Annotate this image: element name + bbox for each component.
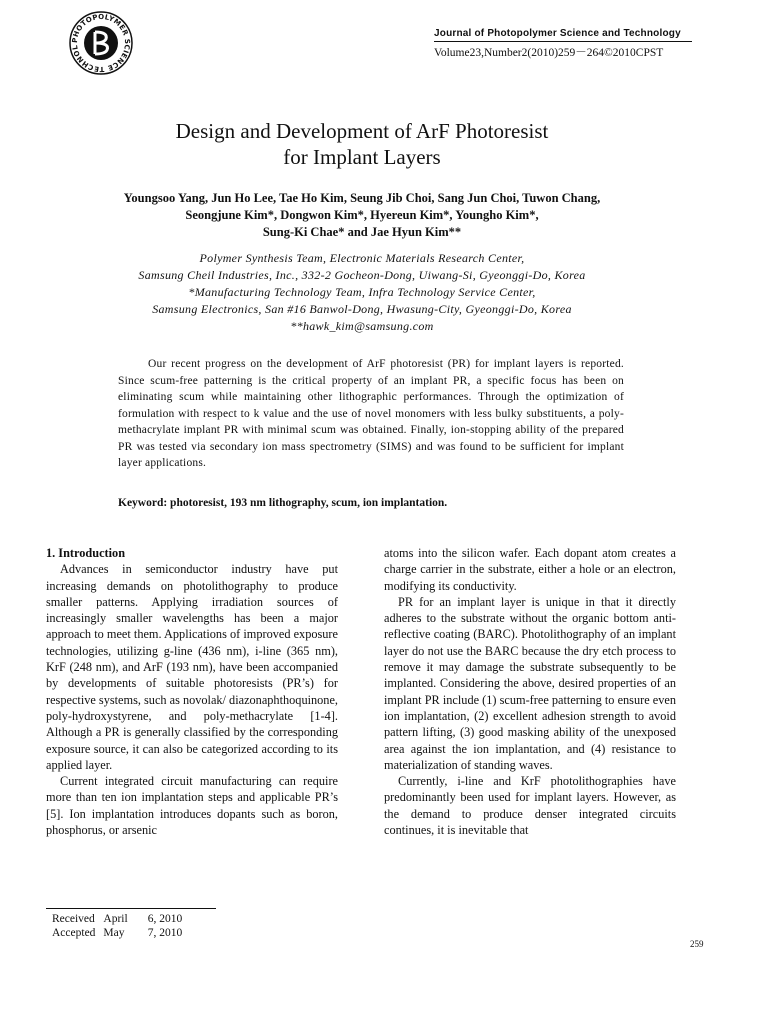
volume-info: Volume23,Number2(2010)259－264©2010CPST: [434, 47, 664, 59]
header-rule: [434, 41, 692, 42]
received-date: 6, 2010: [147, 913, 183, 925]
author-list: [40, 190, 684, 241]
received-accepted-dates: [52, 913, 190, 940]
abstract: [118, 356, 624, 472]
footnote-rule: [46, 908, 216, 909]
affiliation-line: Samsung Electronics, San #16 Banwol-Dong, Hwasung-City, Gyeonggi-Do, Korea: [152, 302, 572, 316]
author-line: Sung-Ki Chae* and Jae Hyun Kim**: [262, 225, 462, 239]
left-column: [46, 545, 338, 838]
paper-title: [60, 118, 664, 170]
body-paragraph: Advances in semiconductor industry have put increasing demands on photolithography to produce smaller patterns. Applying irradiation sources of increasingly smaller wavelengths has been a major approach to meet them. Applications of improved exposure technologies, utilizing g-line (436 nm), i-line (365 nm), KrF (248 nm), and ArF (193 nm), have been accompanied by developments of suitable photoresists (PR’s) for respective systems, such as novolak/ diazonaphthoquinone, poly-hydroxystyrene, and poly-methacrylate [1-4]. Although a PR is generally classified by the corresponding exposure source, it can also be categorized according to its applied layer.: [46, 562, 338, 772]
affiliations: [40, 250, 684, 335]
affiliation-line: *Manufacturing Technology Team, Infra Technology Service Center,: [188, 285, 536, 299]
journal-logo: [68, 10, 134, 76]
journal-name: Journal of Photopolymer Science and Technology: [434, 28, 681, 39]
affiliation-line: Samsung Cheil Industries, Inc., 332-2 Gocheon-Dong, Uiwang-Si, Gyeonggi-Do, Korea: [138, 268, 586, 282]
title-line: for Implant Layers: [283, 145, 441, 169]
accepted-date: 7, 2010: [147, 926, 183, 939]
accepted-label: Accepted: [52, 926, 96, 939]
page-number: 259: [690, 939, 704, 949]
received-label: Received: [52, 913, 95, 925]
section-heading: 1. Introduction: [46, 546, 126, 560]
svg-text:PHOTOPOLYMER SCIENCE TECHNOLOG: PHOTOPOLYMER SCIENCE TECHNOL: [70, 12, 132, 74]
abstract-text: Our recent progress on the development of ArF photoresist (PR) for implant layers is reported. Since scum-free patterning is the critical property of an implant PR, a specific focus has been on eliminating scum while maintaining other lithographic performances. Through the optimization of formulation with respect to k value and the use of novel monomers with less bulky substituents, a poly-methacrylate implant PR with minimal scum was obtained. Finally, ion-stopping ability of the prepared PR was tested via secondary ion mass spectrometry (SIMS) and was found to be sufficient for implant layer applications.: [118, 358, 624, 469]
affiliation-line: Polymer Synthesis Team, Electronic Materials Research Center,: [199, 251, 525, 265]
author-line: Seongjune Kim*, Dongwon Kim*, Hyereun Kim*, Youngho Kim*,: [185, 208, 539, 222]
accepted-month: May: [103, 926, 125, 939]
body-paragraph: Currently, i-line and KrF photolithographies have predominantly been used for implant layers. However, as the demand to produce denser integrated circuits continues, it is inevitable that: [384, 774, 676, 838]
body-paragraph: Current integrated circuit manufacturing can require more than ten ion implantation steps and applicable PR’s [5]. Ion implantation introduces dopants such as boron, phosphorus, or arsenic: [46, 774, 338, 838]
right-column: [384, 545, 676, 838]
received-month: April: [103, 913, 128, 925]
title-line: Design and Development of ArF Photoresist: [175, 119, 549, 143]
body-paragraph: atoms into the silicon wafer. Each dopant atom creates a charge carrier in the substrate, either a hole or an electron, modifying its conductivity.: [384, 546, 676, 593]
keywords: Keyword: photoresist, 193 nm lithography, scum, ion implantation.: [118, 497, 448, 509]
body-paragraph: PR for an implant layer is unique in that it directly adheres to the substrate without the organic bottom anti-reflective coating (BARC). Photolithography of an implant layer do not use the BARC because the dry etch process to remove it may damage the substrate subsequently to be implanted. Considering the above, desired properties of an implant PR include (1) scum-free patterning to ensure even ion implantation, (2) excellent adhesion strength to avoid pattern lifting, (3) good masking ability of the unexposed area against the ion implantation, and (4) resistance to materialization of standing waves.: [384, 594, 676, 772]
affiliation-email[interactable]: **hawk_kim@samsung.com: [290, 319, 434, 333]
author-line: Youngsoo Yang, Jun Ho Lee, Tae Ho Kim, Seung Jib Choi, Sang Jun Choi, Tuwon Chang,: [123, 191, 601, 205]
journal-seal-icon: [68, 10, 134, 76]
